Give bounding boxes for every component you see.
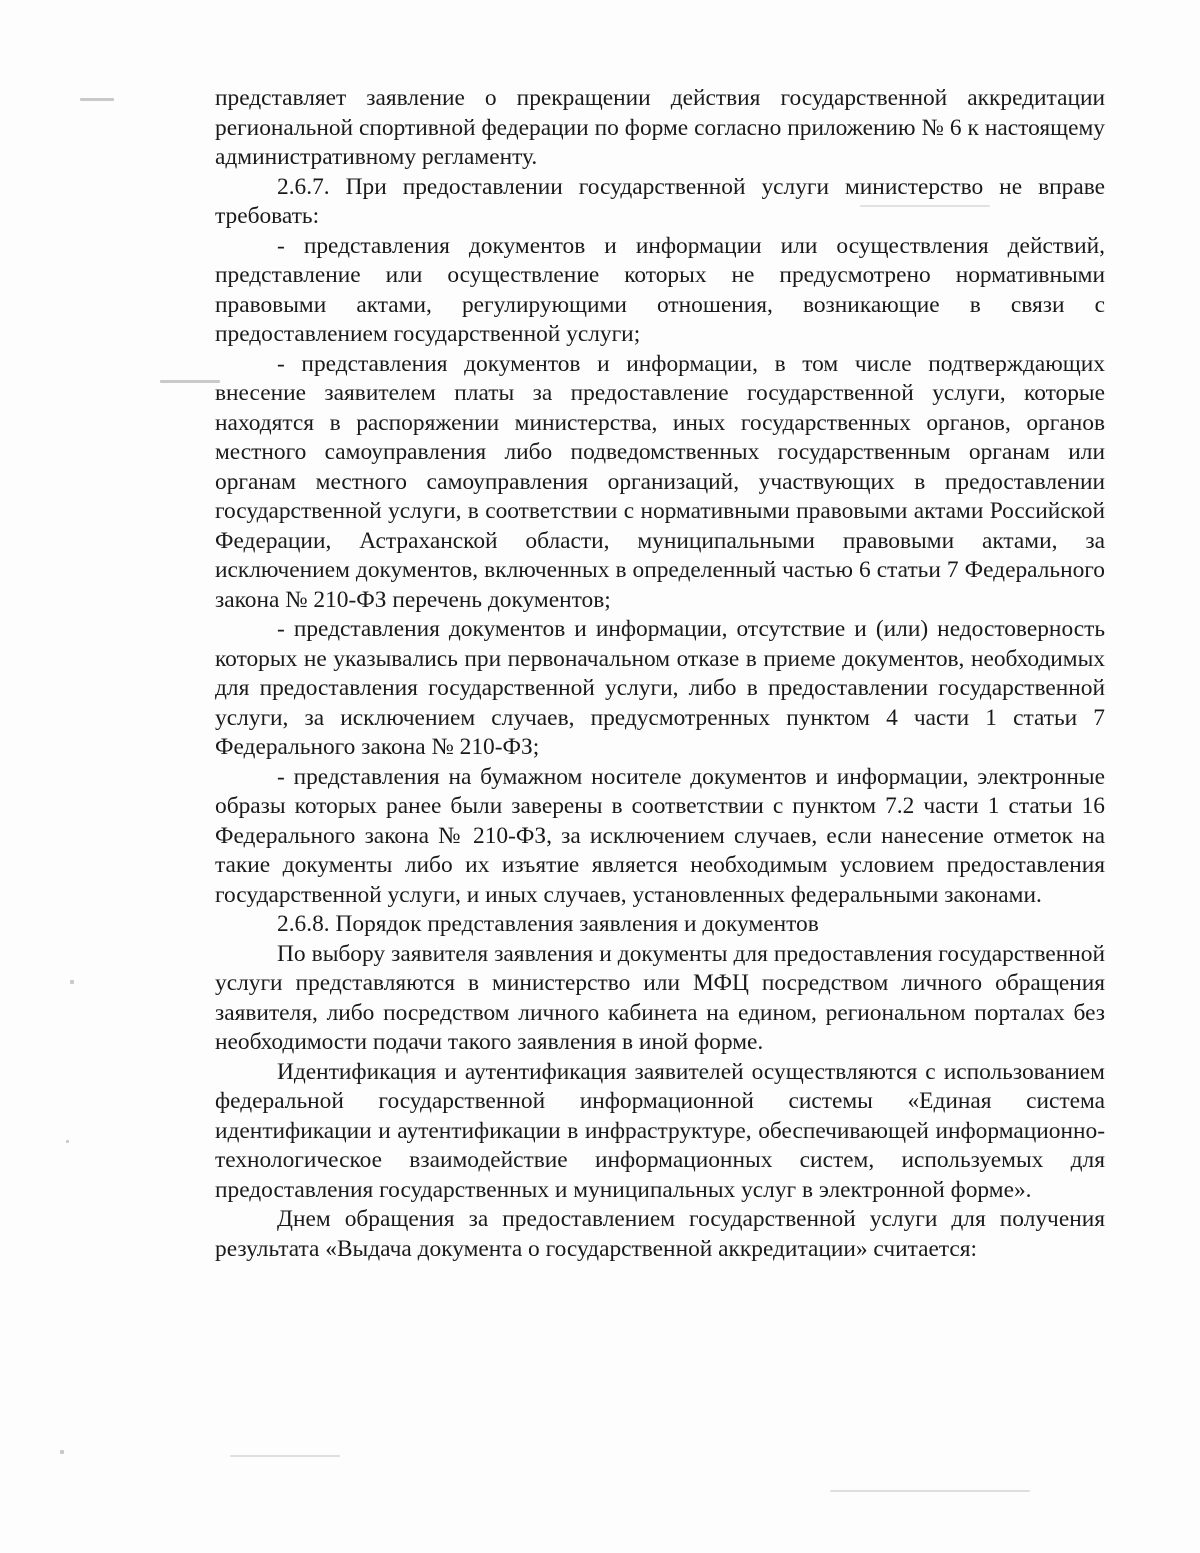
paragraph-application-day: Днем обращения за предоставлением государственной услуги для получения результата «Выдача документа о государственной аккредитации» считается: (215, 1206, 1105, 1262)
document-body (215, 84, 1105, 1264)
scan-noise (66, 1140, 69, 1143)
list-item-requirement-2: - представления документов и информации, в том числе подтверждающих внесение заявителем платы за предоставление государственной услуги, которые находятся в распоряжении министерства, иных государственных органов, органов местного самоуправления либо подведомственных государственным органам или органам местного самоуправления организаций, участвующих в предоставлении государственной услуги, в соответствии с нормативными правовыми актами Российской Федерации, Астраханской области, муниципальными правовыми актами, за исключением документов, включенных в определенный частью 6 статьи 7 Федерального закона № 210-ФЗ перечень документов; (215, 350, 1105, 613)
paragraph-submission-method: По выбору заявителя заявления и документы для предоставления государственной услуги представляются в министерство или МФЦ посредством личного обращения заявителя, либо посредством личного кабинета на едином, региональном порталах без необходимости подачи такого заявления в иной форме. (215, 940, 1105, 1055)
scan-noise (70, 980, 74, 984)
scan-noise (160, 380, 220, 383)
list-item-requirement-3: - представления документов и информации, отсутствие и (или) недостоверность которых не указывались при первоначальном отказе в приеме документов, необходимых для предоставления государственной услуги, либо в предоставлении государственной услуги, за исключением случаев, предусмотренных пунктом 4 части 1 статьи 7 Федерального закона № 210-ФЗ; (215, 616, 1105, 760)
scan-noise (830, 1490, 1030, 1492)
list-item-requirement-4: - представления на бумажном носителе документов и информации, электронные образы которых ранее были заверены в соответствии с пунктом 7.2 части 1 статьи 16 Федерального закона № 210-ФЗ, за исключением случаев, если нанесение отметок на такие документы либо их изъятие является необходимым условием предоставления государственной услуги, и иных случаев, установленных федеральными законами. (215, 763, 1105, 908)
paragraph-continuation: представляет заявление о прекращении действия государственной аккредитации региональной спортивной федерации по форме согласно приложению № 6 к настоящему административному регламенту. (215, 85, 1105, 170)
paragraph-section-2-6-7: 2.6.7. При предоставлении государственной услуги министерство не вправе требовать: (215, 173, 1105, 229)
scan-noise (80, 98, 114, 101)
scan-noise (60, 1450, 64, 1454)
paragraph-identification: Идентификация и аутентификация заявителей осуществляются с использованием федеральной государственной информационной системы «Единая система идентификации и аутентификации в инфраструктуре, обеспечивающей информационно-технологическое взаимодействие информационных систем, используемых для предоставления государственных и муниципальных услуг в электронной форме». (215, 1058, 1105, 1203)
list-item-requirement-1: - представления документов и информации или осуществления действий, представление или осуществление которых не предусмотрено нормативными правовыми актами, регулирующими отношения, возникающие в связи с предоставлением государственной услуги; (215, 232, 1105, 347)
scan-noise (230, 1455, 340, 1457)
section-heading-2-6-8: 2.6.8. Порядок представления заявления и документов (277, 911, 819, 937)
